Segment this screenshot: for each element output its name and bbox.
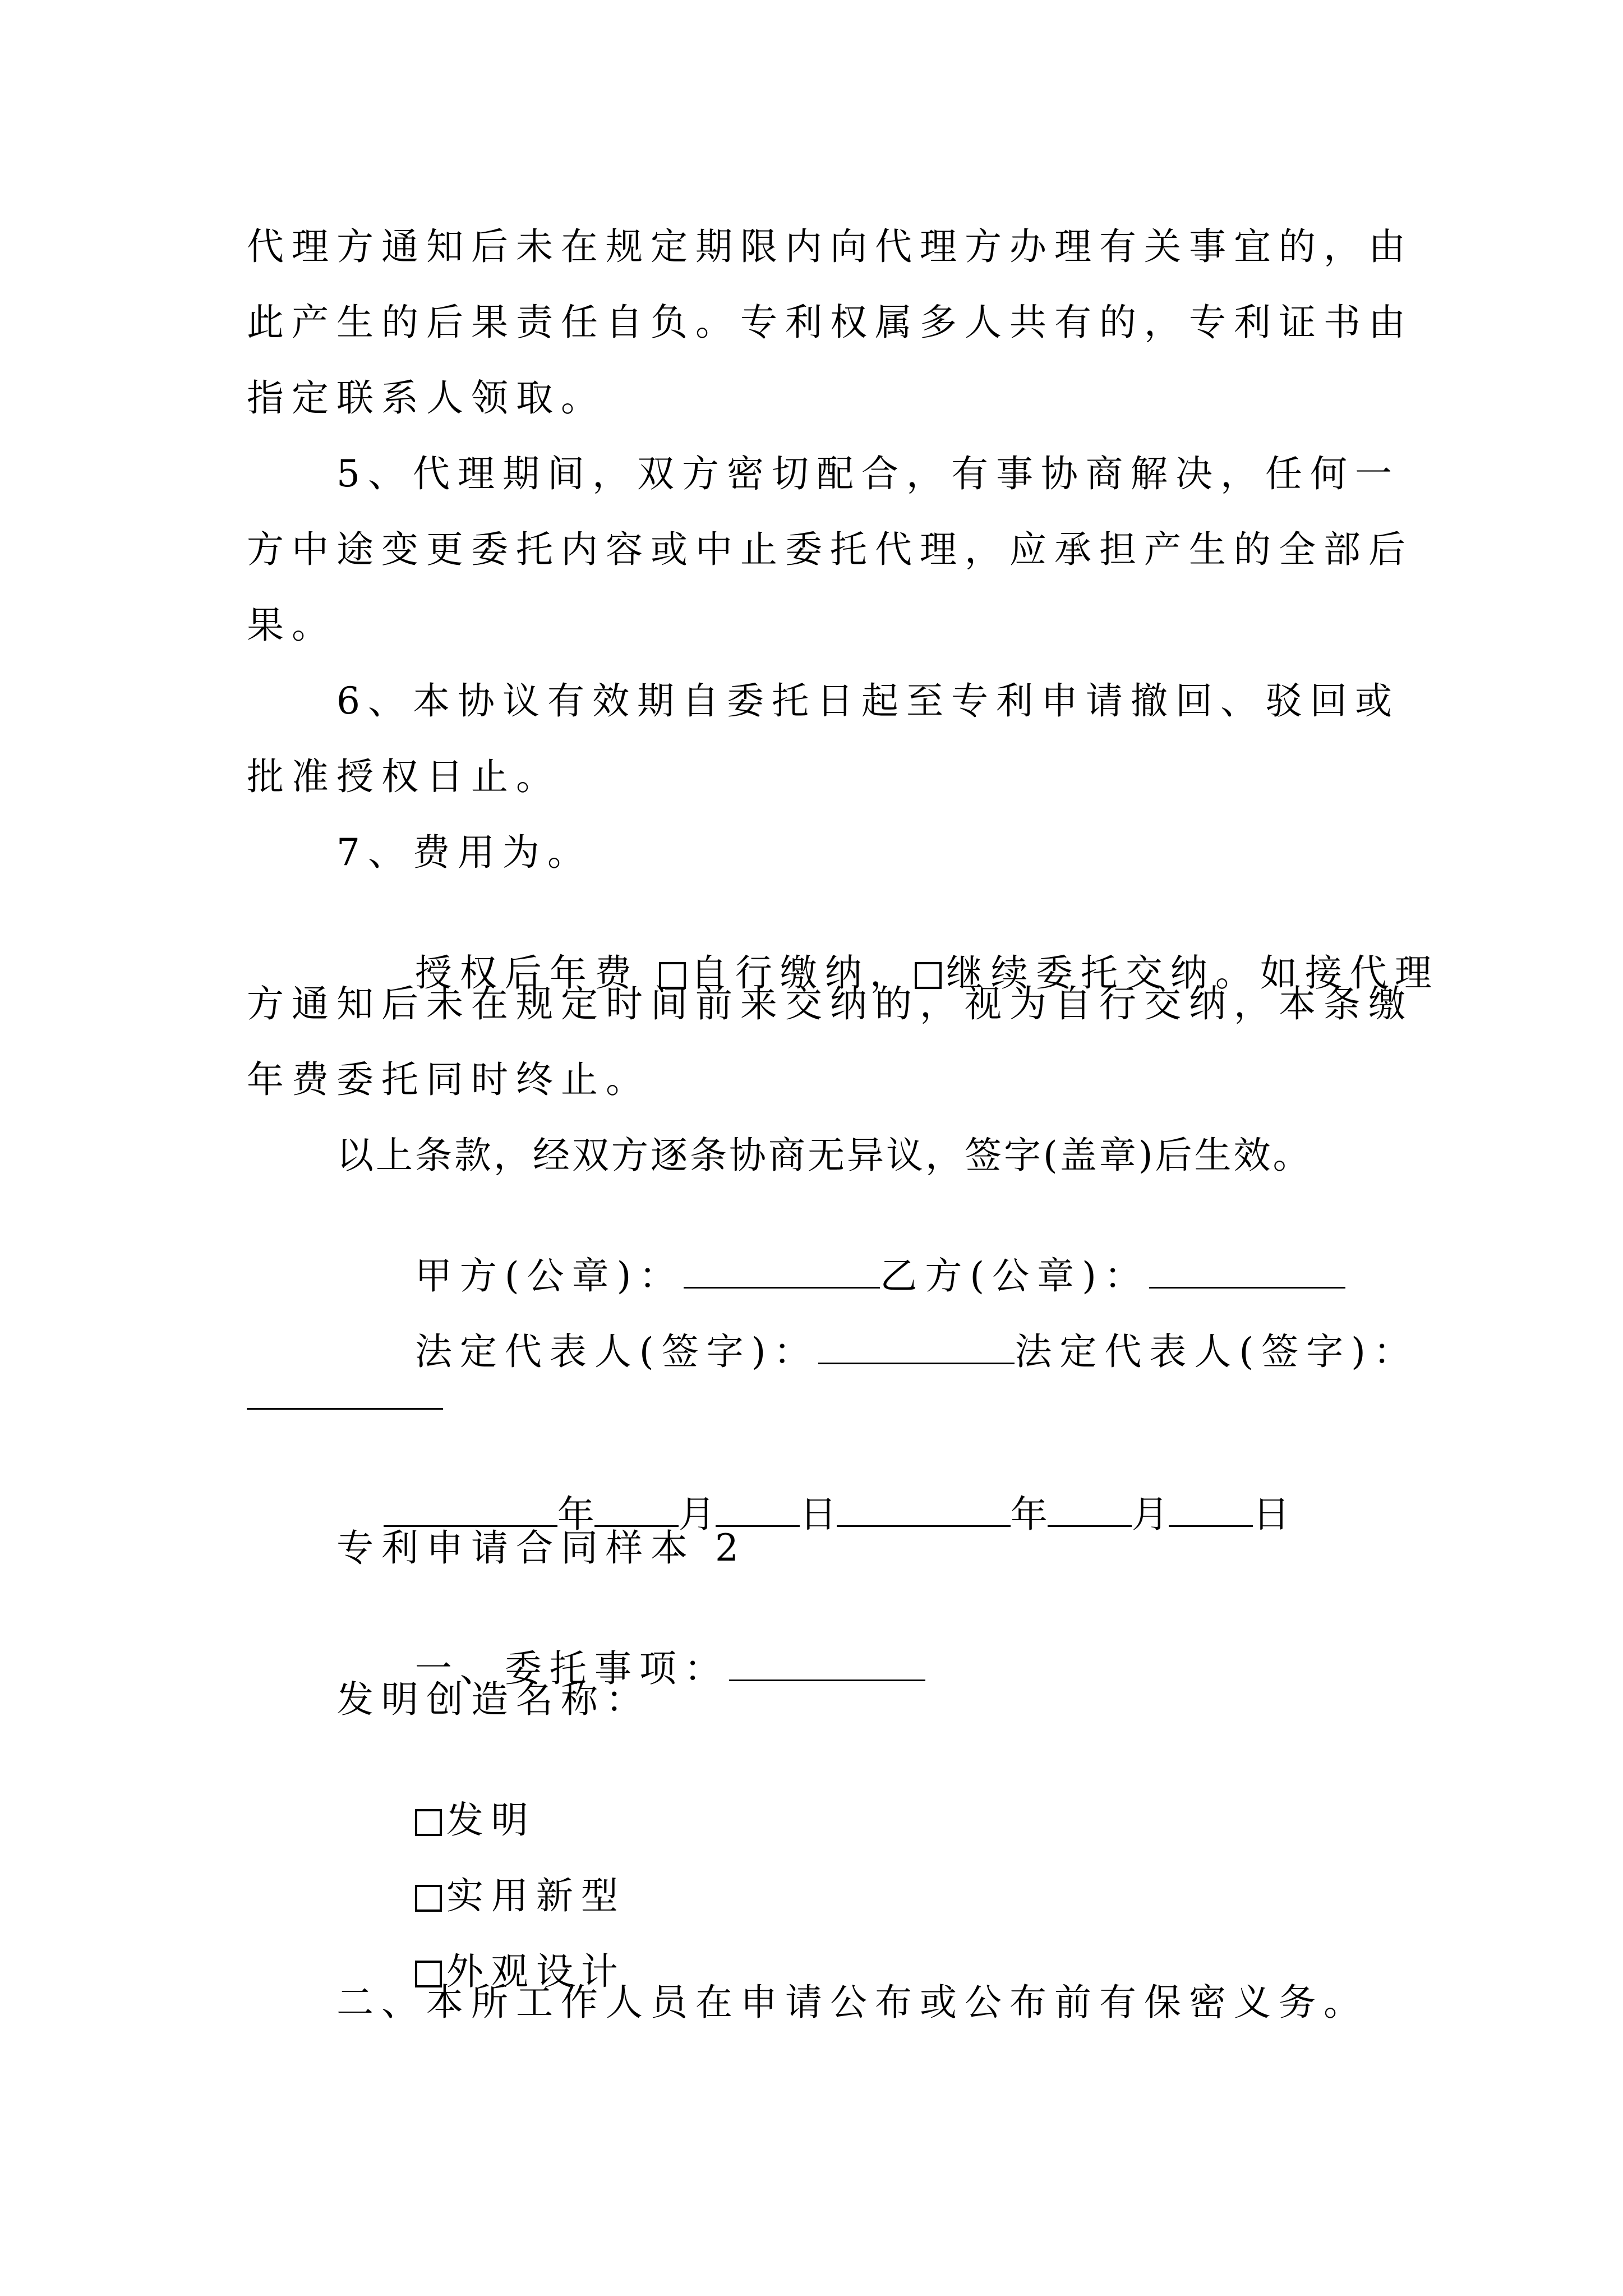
party-b-representative-label: 法定代表人(签字)： — [1015, 1330, 1418, 1373]
day-field[interactable] — [716, 1494, 800, 1527]
representative-line — [336, 1285, 1418, 1419]
clause-7: 7、费用为。 — [336, 831, 592, 874]
month-label: 月 — [678, 1493, 716, 1536]
paragraph-line: 方通知后未在规定时间前来交纳的，视为自行交纳，本条缴 — [247, 982, 1413, 1025]
invention-name-label: 发明创造名称： — [336, 1678, 651, 1721]
paragraph-line: 指定联系人领取。 — [247, 376, 606, 420]
year-label: 年 — [1010, 1493, 1048, 1536]
option-utility-model-label: 实用新型 — [446, 1874, 626, 1917]
month-label: 月 — [1131, 1493, 1169, 1536]
clause-5: 5、代理期间，双方密切配合，有事协商解决，任何一 — [336, 452, 1400, 495]
year-label: 年 — [557, 1493, 594, 1536]
party-a-seal-label: 甲方(公章)： — [414, 1254, 684, 1297]
entrust-matter-field[interactable] — [729, 1648, 925, 1681]
paragraph-line: 年费委托同时终止。 — [247, 1058, 651, 1101]
day-field[interactable] — [1169, 1494, 1253, 1527]
day-label: 日 — [799, 1493, 837, 1536]
paragraph-line: 批准授权日止。 — [247, 755, 561, 798]
month-field[interactable] — [1048, 1494, 1132, 1527]
option-invention-label: 发明 — [446, 1798, 536, 1842]
party-a-seal-field[interactable] — [684, 1255, 880, 1289]
entrust-matter-label: 一、委托事项： — [414, 1647, 729, 1690]
party-a-representative-label: 法定代表人(签字)： — [414, 1330, 819, 1373]
option-design-label: 外观设计 — [446, 1950, 626, 1993]
party-b-seal-label: 乙方(公章)： — [880, 1254, 1149, 1297]
year-field[interactable] — [837, 1494, 1011, 1527]
paragraph-line: 此产生的后果责任自负。专利权属多人共有的，专利证书由 — [247, 301, 1413, 344]
continue-entrust-label: 继续委托交纳。如接代理 — [946, 951, 1440, 995]
section-title: 专利申请合同样本 2 — [336, 1526, 746, 1570]
party-b-representative-field[interactable] — [247, 1408, 443, 1410]
confidentiality-clause: 二、本所工作人员在申请公布或公布前有保密义务。 — [336, 1981, 1368, 2024]
clause-6: 6、本协议有效期自委托日起至专利申请撤回、驳回或 — [336, 679, 1400, 723]
paragraph-line: 代理方通知后未在规定期限内向代理方办理有关事宜的，由 — [247, 225, 1413, 268]
party-a-representative-field[interactable] — [818, 1331, 1015, 1364]
month-field[interactable] — [594, 1494, 679, 1527]
effect-clause: 以上条款，经双方逐条协商无异议，签字(盖章)后生效。 — [336, 1134, 1312, 1177]
paragraph-line: 果。 — [247, 604, 336, 647]
self-pay-label: 自行缴纳， — [690, 951, 915, 995]
day-label: 日 — [1252, 1493, 1290, 1536]
year-field[interactable] — [384, 1494, 557, 1527]
annual-fee-label: 授权后年费 — [414, 951, 659, 995]
party-b-seal-field[interactable] — [1149, 1255, 1345, 1289]
paragraph-line: 方中途变更委托内容或中止委托代理，应承担产生的全部后 — [247, 528, 1413, 571]
